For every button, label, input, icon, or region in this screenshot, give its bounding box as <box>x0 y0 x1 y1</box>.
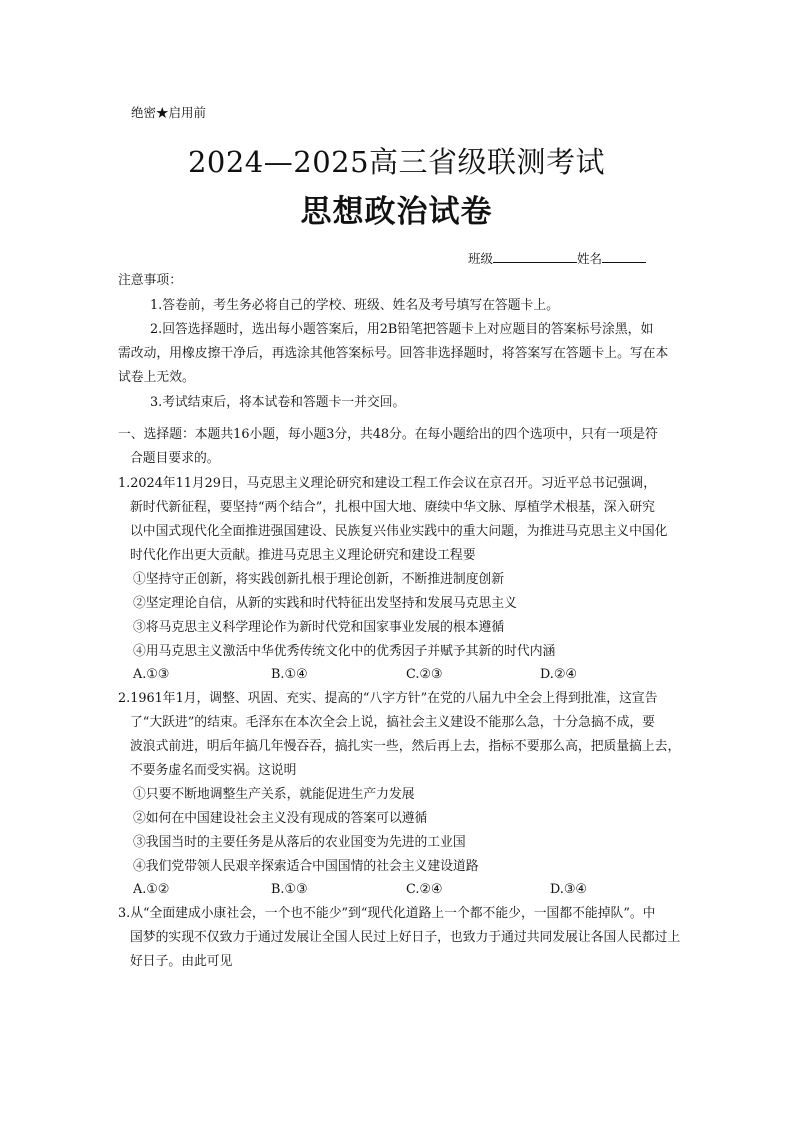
q1-line-4: 时代化作出更大贡献。推进马克思主义理论研究和建设工程要 <box>130 548 476 563</box>
q2-line-3: 波浪式前进，明后年搞几年慢吞吞，搞扎实一些，然后再上去，指标不要那么高，把质量搞上去， <box>130 739 681 754</box>
q3-line-2: 国梦的实现不仅致力于通过发展让全国人民过上好日子，也致力于通过共同发展让各国人民都过上 <box>130 930 681 945</box>
q2-option-c[interactable]: C.②④ <box>406 882 443 897</box>
section-1-line-1: 一、选择题：本题共16小题，每小题3分，共48分。在每小题给出的四个选项中，只有一项是符 <box>118 427 658 442</box>
class-label: 班级 <box>468 251 494 266</box>
q2-option-a[interactable]: A.①② <box>133 882 170 897</box>
q1-statement-3: ③将马克思主义科学理论作为新时代党和国家事业发展的根本遵循 <box>133 620 505 635</box>
q3-line-1: 3.从“全面建成小康社会，一个也不能少”到“现代化道路上一个都不能少，一国都不能掉队”。中 <box>118 906 656 921</box>
q2-statement-3: ③我国当时的主要任务是从落后的农业国变为先进的工业国 <box>133 835 466 850</box>
q2-line-4: 不要务虚名而受实祸。这说明 <box>130 763 297 778</box>
name-blank[interactable] <box>602 250 646 263</box>
class-name-line <box>468 249 646 267</box>
q3-line-3: 好日子。由此可见 <box>130 954 233 969</box>
section-1-line-2: 合题目要求的。 <box>130 451 220 466</box>
q1-line-2: 新时代新征程，要坚持“两个结合”，扎根中国大地、赓续中华文脉、厚植学术根基，深入研究 <box>130 500 655 515</box>
note-item-2-line-2: 需改动，用橡皮擦干净后，再选涂其他答案标号。回答非选择题时，将答案写在答题卡上。写在本 <box>118 346 669 361</box>
secret-mark: 绝密★启用前 <box>131 105 207 120</box>
q2-line-2: 了“大跃进”的结束。毛泽东在本次全会上说，搞社会主义建设不能那么急，十分急搞不成，要 <box>130 715 655 730</box>
q1-option-b[interactable]: B.①④ <box>271 667 308 682</box>
class-blank[interactable] <box>493 250 577 263</box>
subject-title: 思想政治试卷 <box>300 194 493 230</box>
note-item-2-line-3: 试卷上无效。 <box>118 370 195 385</box>
note-item-3: 3.考试结束后，将本试卷和答题卡一并交回。 <box>150 395 406 410</box>
note-item-1: 1.答卷前，考生务必将自己的学校、班级、姓名及考号填写在答题卡上。 <box>150 298 559 313</box>
notes-heading: 注意事项： <box>118 273 182 288</box>
q1-line-3: 以中国式现代化全面推进强国建设、民族复兴伟业实践中的重大问题，为推进马克思主义中国化 <box>130 524 668 539</box>
q2-statement-2: ②如何在中国建设社会主义没有现成的答案可以遵循 <box>133 811 428 826</box>
q1-statement-2: ②坚定理论自信，从新的实践和时代特征出发坚持和发展马克思主义 <box>133 596 517 611</box>
q2-option-b[interactable]: B.①③ <box>271 882 308 897</box>
exam-title: 2024—2025高三省级联测考试 <box>187 145 606 179</box>
q1-statement-1: ①坚持守正创新，将实践创新扎根于理论创新，不断推进制度创新 <box>133 572 505 587</box>
q2-option-d[interactable]: D.③④ <box>550 882 587 897</box>
q2-line-1: 2.1961年1月，调整、巩固、充实、提高的“八字方针”在党的八届九中全会上得到批准，这宣告 <box>118 691 658 706</box>
q1-line-1: 1.2024年11月29日，马克思主义理论研究和建设工程工作会议在京召开。习近平总书记强调， <box>118 476 657 491</box>
note-item-2-line-1: 2.回答选择题时，选出每小题答案后，用2B铅笔把答题卡上对应题目的答案标号涂黑，如 <box>150 322 654 337</box>
name-label: 姓名 <box>577 251 603 266</box>
q2-statement-4: ④我们党带领人民艰辛探索适合中国国情的社会主义建设道路 <box>133 859 479 874</box>
q1-option-a[interactable]: A.①③ <box>133 667 170 682</box>
q1-statement-4: ④用马克思主义激活中华优秀传统文化中的优秀因子并赋予其新的时代内涵 <box>133 644 556 659</box>
q2-statement-1: ①只要不断地调整生产关系，就能促进生产力发展 <box>133 787 415 802</box>
q1-option-c[interactable]: C.②③ <box>406 667 443 682</box>
q1-option-d[interactable]: D.②④ <box>540 667 577 682</box>
